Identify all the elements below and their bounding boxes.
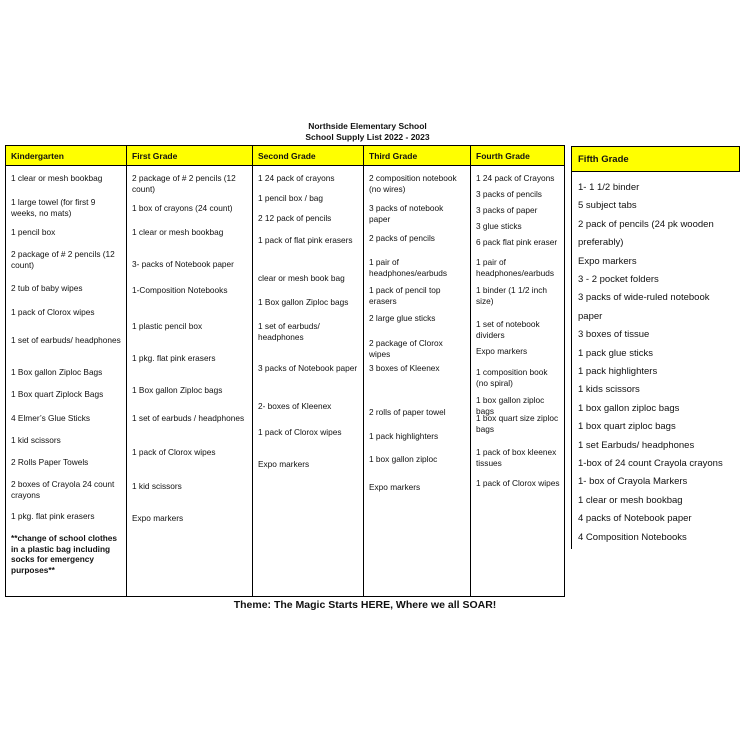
supply-item: 1 pencil box / bag [258, 193, 324, 203]
supply-item: 1 Box gallon Ziploc bags [258, 297, 349, 307]
column-second-grade [253, 146, 364, 596]
column-header: First Grade [127, 146, 252, 166]
supply-item: 1 set of earbuds/ headphones [11, 335, 121, 345]
supply-item: 1 pack of pencil top erasers [369, 285, 441, 306]
supply-item: 2 tub of baby wipes [11, 283, 83, 293]
supply-item: clear or mesh book bag [258, 273, 345, 283]
supply-item: 1 large towel (for first 9 weeks, no mats) [11, 197, 96, 218]
column-first-grade [127, 146, 253, 596]
supply-item: 1 box quart size ziploc bags [476, 413, 559, 434]
column-fourth-grade [471, 146, 564, 596]
supply-item: 3 - 2 pocket folders [578, 274, 659, 285]
supply-item: Expo markers [578, 255, 637, 267]
supply-item: 3 packs of paper [476, 205, 538, 215]
supply-item: 1 plastic pencil box [132, 321, 203, 331]
supply-item: 1-Composition Notebooks [132, 285, 228, 295]
supply-item: 1 set of notebook dividers [476, 319, 540, 340]
supply-item: 1 pack of box kleenex tissues [476, 447, 557, 468]
supply-item: 2 composition notebook (no wires) [369, 173, 457, 194]
supply-item: 1 pack of flat pink erasers [258, 235, 353, 245]
supply-table [5, 145, 565, 597]
supply-item: 1 pencil box [11, 227, 56, 237]
supply-item: 3 packs of wide-ruled notebook [578, 292, 710, 304]
supply-item: 1 pair of headphones/earbuds [369, 257, 447, 278]
supply-item: 2- boxes of Kleenex [258, 401, 332, 411]
column-header: Kindergarten [6, 146, 126, 166]
supply-item: 1 pack glue sticks [578, 347, 653, 359]
supply-item: 3 packs of pencils [476, 189, 542, 199]
supply-item: 1- box of Crayola Markers [578, 476, 688, 488]
supply-item: 2 pack of pencils (24 pk wooden [578, 218, 714, 230]
supply-item: 1 pack of Clorox wipes [476, 478, 560, 488]
supply-item: 1 box gallon ziploc [369, 454, 438, 464]
supply-item: Expo markers [476, 346, 528, 356]
supply-item: paper [578, 310, 603, 322]
supply-item: 1-box of 24 count Crayola crayons [578, 458, 723, 469]
supply-item: 1 binder (1 1/2 inch size) [476, 285, 548, 306]
supply-item: 1 set of earbuds/ headphones [258, 321, 320, 342]
supply-item: 1 pack of Clorox wipes [132, 447, 216, 457]
supply-item: 4 Elmer’s Glue Sticks [11, 413, 90, 423]
supply-item: 2 package of # 2 pencils (12 count) [132, 173, 236, 194]
supply-item: 1 pair of headphones/earbuds [476, 257, 554, 278]
list-title: School Supply List 2022 - 2023 [305, 132, 430, 142]
supply-item: 1 kid scissors [11, 435, 61, 445]
column-header: Fourth Grade [471, 146, 564, 166]
supply-item: 1 box quart ziploc bags [578, 421, 676, 433]
supply-item: 2 package of Clorox wipes [369, 338, 443, 359]
supply-item: 1 composition book (no spiral) [476, 367, 548, 388]
supply-item: 1 pack highlighters [578, 366, 658, 377]
column-header: Fifth Grade [572, 146, 740, 172]
supply-item: 1 pack of Clorox wipes [258, 427, 342, 437]
supply-item: 2 Rolls Paper Towels [11, 457, 89, 467]
supply-item: 3- packs of Notebook paper [132, 259, 234, 269]
supply-item: 2 packs of pencils [369, 233, 435, 243]
supply-item: 3 boxes of tissue [578, 329, 650, 341]
supply-item: 1 clear or mesh bookbag [11, 173, 103, 183]
column-header: Second Grade [253, 146, 363, 166]
supply-item: 1 set of earbuds / headphones [132, 413, 245, 423]
supply-item: Expo markers [258, 459, 310, 469]
supply-item: 1 Box gallon Ziploc bags [132, 385, 223, 395]
supply-item: 1 kid scissors [132, 481, 182, 491]
theme-banner: Theme: The Magic Starts HERE, Where we all SOAR! [233, 599, 497, 611]
supply-item: 2 package of # 2 pencils (12 count) [11, 249, 115, 270]
supply-item: 2 rolls of paper towel [369, 407, 446, 417]
supply-item: 1 pkg. flat pink erasers [132, 353, 216, 363]
supply-item: Expo markers [369, 482, 421, 492]
supply-item: Expo markers [132, 513, 184, 523]
supply-item: 3 packs of Notebook paper [258, 363, 358, 373]
supply-item: 1 Box gallon Ziploc Bags [11, 367, 103, 377]
supply-item: 1 box of crayons (24 count) [132, 203, 233, 213]
supply-item: 1 clear or mesh bookbag [132, 227, 224, 237]
supply-item: 1 box gallon ziploc bags [578, 402, 680, 414]
supply-item: 6 pack flat pink eraser [476, 237, 558, 247]
supply-item: 2 large glue sticks [369, 313, 436, 323]
supply-item: 1 pack highlighters [369, 431, 439, 441]
supply-item: 1 24 pack of crayons [258, 173, 335, 183]
supply-item: 1 kids scissors [578, 384, 640, 396]
supply-item: 1 set Earbuds/ headphones [578, 439, 695, 451]
supply-item: preferably) [578, 237, 624, 249]
supply-item: 5 subject tabs [578, 200, 637, 212]
supply-item: 4 Composition Notebooks [578, 531, 687, 543]
column-kindergarten [6, 146, 127, 596]
supply-item: 1 pack of Clorox wipes [11, 307, 95, 317]
column-fifth-grade [571, 146, 740, 549]
column-header: Third Grade [364, 146, 470, 166]
supply-item: 3 glue sticks [476, 221, 522, 231]
school-name: Northside Elementary School [308, 121, 427, 131]
supply-item: 4 packs of Notebook paper [578, 513, 692, 525]
supply-item: 3 packs of notebook paper [369, 203, 444, 224]
supply-item: 1 pkg. flat pink erasers [11, 511, 95, 521]
supply-item: 1 box gallon ziploc bags [476, 395, 545, 416]
supply-item: 1- 1 1/2 binder [578, 182, 640, 193]
supply-item: 1 24 pack of Crayons [476, 173, 555, 183]
supply-item: 1 Box quart Ziplock Bags [11, 389, 104, 399]
supply-item: 2 boxes of Crayola 24 count crayons [11, 479, 115, 500]
supply-item: **change of school clothes in a plastic bag including socks for emergency purposes** [11, 533, 118, 575]
supply-item: 3 boxes of Kleenex [369, 363, 440, 373]
supply-item: 1 clear or mesh bookbag [578, 494, 683, 506]
column-third-grade [364, 146, 471, 596]
supply-item: 2 12 pack of pencils [258, 213, 332, 223]
